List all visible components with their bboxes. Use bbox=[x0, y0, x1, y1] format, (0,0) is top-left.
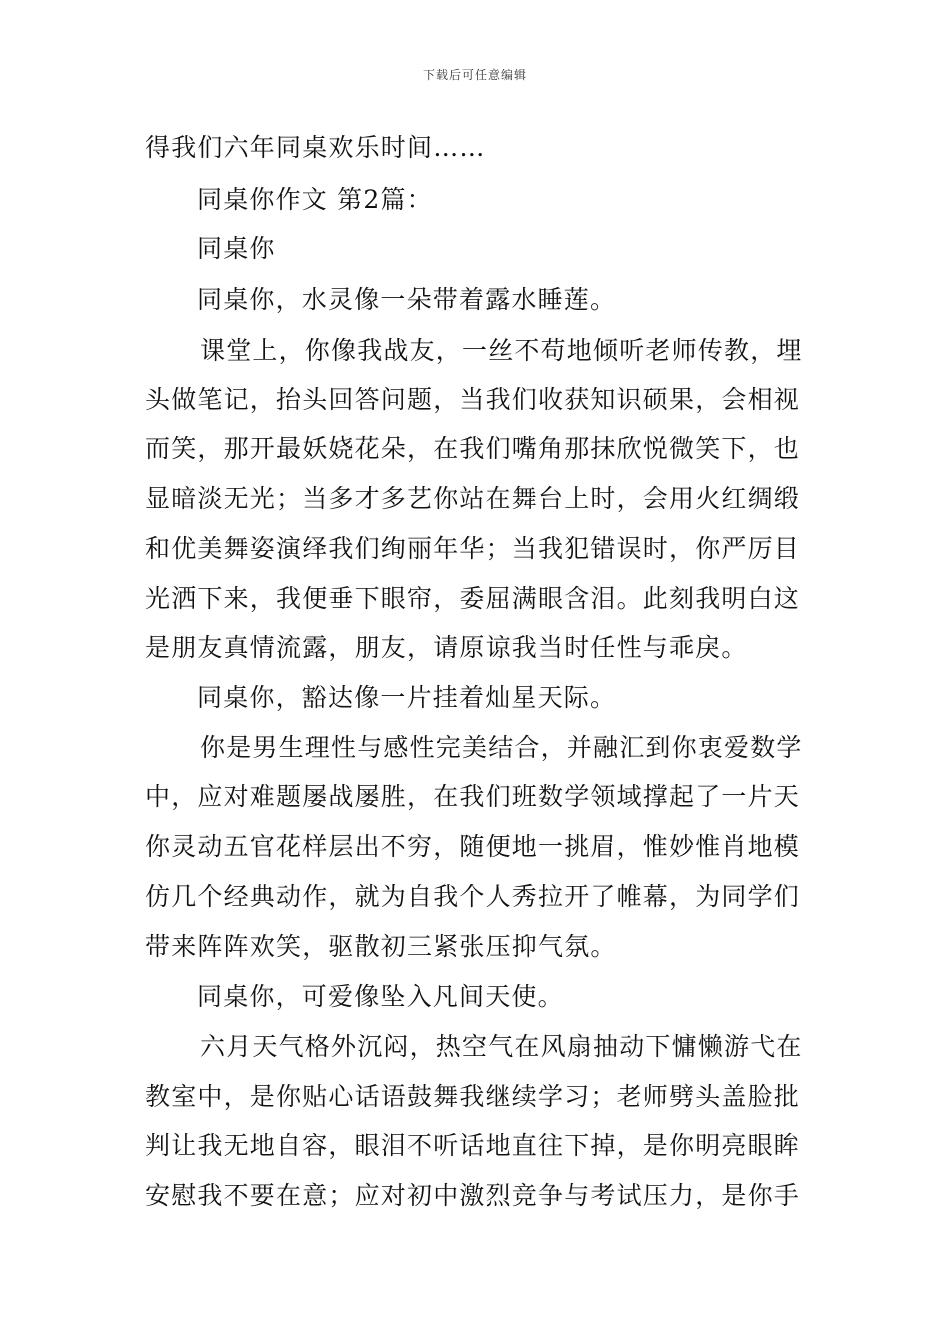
text-line: 同桌你，水灵像一朵带着露水睡莲。 bbox=[197, 285, 617, 314]
text-line: 中，应对难题屡战屡胜，在我们班数学领域撑起了一片天 bbox=[145, 782, 801, 811]
text-line: 是朋友真情流露，朋友，请原谅我当时任性与乖戾。 bbox=[145, 633, 748, 662]
text-line: 显暗淡无光；当多才多艺你站在舞台上时，会用火红绸缎 bbox=[145, 484, 801, 513]
text-line: 同桌你 bbox=[197, 234, 276, 263]
text-line: 教室中，是你贴心话语鼓舞我继续学习；老师劈头盖脸批 bbox=[145, 1082, 801, 1111]
text-line: 你灵动五官花样层出不穷，随便地一挑眉，惟妙惟肖地模 bbox=[145, 832, 801, 861]
page-header: 下载后可任意编辑 bbox=[422, 68, 527, 82]
text-line: 带来阵阵欢笑，驱散初三紧张压抑气氛。 bbox=[145, 932, 617, 961]
text-line: 六月天气格外沉闷，热空气在风扇抽动下慵懒游弋在 bbox=[200, 1032, 803, 1061]
text-line: 判让我无地自容，眼泪不听话地直往下掉，是你明亮眼眸 bbox=[145, 1131, 801, 1160]
text-line: 同桌你，豁达像一片挂着灿星天际。 bbox=[197, 683, 617, 712]
text-line: 同桌你，可爱像坠入凡间天使。 bbox=[197, 982, 564, 1011]
text-line: 和优美舞姿演绎我们绚丽年华；当我犯错误时，你严厉目 bbox=[145, 534, 801, 563]
text-line: 课堂上，你像我战友，一丝不苟地倾听老师传教，埋 bbox=[200, 336, 803, 365]
text-line: 光洒下来，我便垂下眼帘，委屈满眼含泪。此刻我明白这 bbox=[145, 584, 801, 613]
text-line: 头做笔记，抬头回答问题，当我们收获知识硕果，会相视 bbox=[145, 385, 801, 414]
text-line: 而笑，那开最妖娆花朵，在我们嘴角那抹欣悦微笑下，也 bbox=[145, 434, 801, 463]
text-line: 同桌你作文 第2篇： bbox=[197, 185, 433, 214]
text-line: 得我们六年同桌欢乐时间…… bbox=[145, 133, 486, 162]
text-line: 你是男生理性与感性完美结合，并融汇到你衷爱数学 bbox=[200, 733, 803, 762]
text-line: 安慰我不要在意；应对初中激烈竞争与考试压力，是你手 bbox=[145, 1181, 801, 1210]
text-line: 仿几个经典动作，就为自我个人秀拉开了帷幕，为同学们 bbox=[145, 882, 801, 911]
